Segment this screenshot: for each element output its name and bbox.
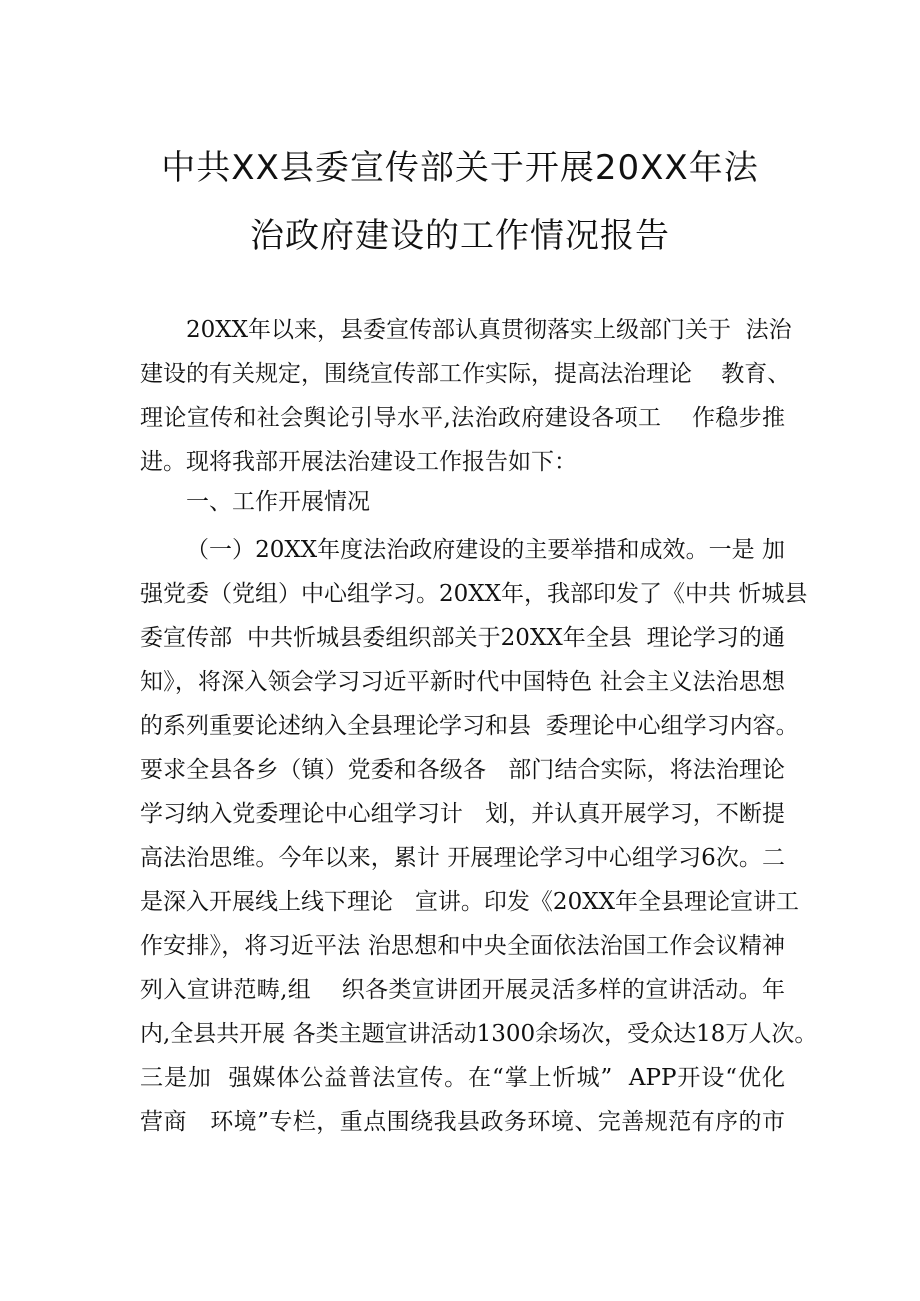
body-line: 作安排》，将习近平法 治思想和中央全面依法治国工作会议精神 [140,933,785,959]
body-line: 三是加 强媒体公益普法宣传。在“掌上忻城” APP开设“优化 [140,1065,785,1091]
intro-line: 进。现将我部开展法治建设工作报告如下： [140,449,577,475]
body-line: 要求全县各乡（镇）党委和各级各 部门结合实际，将法治理论 [140,757,785,783]
body-line: 知》，将深入领会学习习近平新时代中国特色 社会主义法治思想 [140,669,785,695]
body-line: 营商 环境”专栏，重点围绕我县政务环境、完善规范有序的市 [140,1109,785,1135]
body-line: 学习纳入党委理论中心组学习计 划，并认真开展学习，不断提 [140,801,785,827]
document-title-line-2: 治政府建设的工作情况报告 [250,216,670,256]
body-line: 内,全县共开展 各类主题宣讲活动1300余场次，受众达18万人次。 [140,1021,818,1047]
intro-line: 20XX年以来，县委宣传部认真贯彻落实上级部门关于 法治 [186,317,792,343]
intro-line: 理论宣传和社会舆论引导水平,法治政府建设各项工 作稳步推 [140,405,785,431]
section-heading: 一、工作开展情况 [186,489,370,515]
body-line: 列入宣讲范畴,组 织各类宣讲团开展灵活多样的宣讲活动。年 [140,977,785,1003]
body-line: 的系列重要论述纳入全县理论学习和县 委理论中心组学习内容。 [140,713,799,739]
document-title-line-1: 中共XX县委宣传部关于开展20XX年法 [161,148,759,188]
body-line: 是深入开展线上线下理论 宣讲。印发《20XX年全县理论宣讲工 [140,889,799,915]
body-line: （一）20XX年度法治政府建设的主要举措和成效。一是 加 [186,537,785,563]
body-line: 高法治思维。今年以来，累计 开展理论学习中心组学习6次。二 [140,845,785,871]
body-line: 强党委（党组）中心组学习。20XX年，我部印发了《中共 忻城县 [140,581,808,607]
body-line: 委宣传部 中共忻城县委组织部关于20XX年全县 理论学习的通 [140,625,785,651]
intro-line: 建设的有关规定，围绕宣传部工作实际，提高法治理论 教育、 [140,361,791,387]
